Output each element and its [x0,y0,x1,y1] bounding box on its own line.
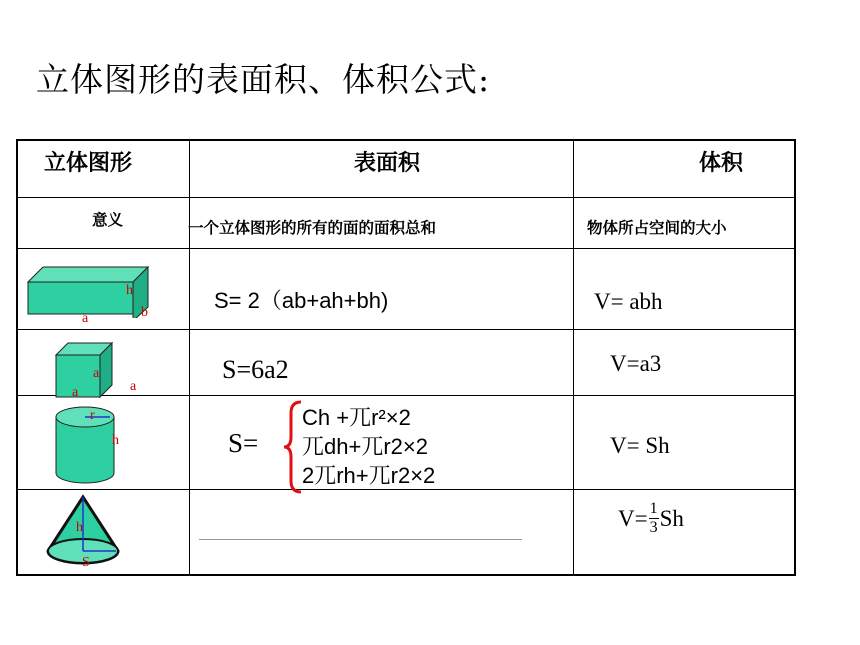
cone-label-h: h [76,520,83,535]
cylinder-icon [52,403,118,489]
cone-volume-prefix: V= [618,505,648,531]
cuboid-label-b: b [141,305,148,320]
cuboid-surface-formula: S= 2（ab+ah+bh) [214,288,389,313]
cube-surface-formula: S=6a2 [222,355,289,384]
formula-table [16,139,796,576]
cube-icon [52,341,116,399]
meaning-label: 意义 [92,211,124,229]
cube-label-a-front: a [93,366,100,381]
cylinder-surface-line-1: Ch +兀r²×2 [302,405,411,430]
cuboid-label-a: a [82,311,89,326]
page-title: 立体图形的表面积、体积公式: [36,60,491,99]
cone-volume-suffix: Sh [659,505,684,531]
cone-label-s: S [82,555,90,570]
cuboid-label-h: h [126,283,133,298]
header-volume: 体积 [699,151,744,176]
header-shape: 立体图形 [44,151,133,176]
cylinder-surface-formulas [302,403,435,490]
cone-volume-formula [618,501,684,536]
cylinder-surface-line-3: 2兀rh+兀r2×2 [302,463,436,488]
meaning-volume: 物体所占空间的大小 [587,219,727,237]
header-surface-area: 表面积 [354,151,421,176]
meaning-surface-area: 一个立体图形的所有的面的面积总和 [188,219,437,237]
cylinder-surface-line-2: 兀dh+兀r2×2 [302,434,428,459]
cube-label-a-left: a [72,385,79,400]
brace-icon [282,399,304,495]
cylinder-label-r: r [90,408,95,423]
cube-label-a-right: a [130,379,137,394]
cone-surface-blank [199,539,522,540]
cylinder-surface-prefix: S= [228,428,259,458]
cylinder-volume-formula: V= Sh [610,433,670,458]
cuboid-volume-formula: V= abh [594,289,663,314]
fraction-numerator: 1 [649,500,658,517]
fraction-denominator: 3 [649,519,658,536]
cube-volume-formula: V=a3 [610,351,662,376]
cuboid-icon [24,263,154,318]
cylinder-label-h: h [112,433,119,448]
cone-volume-fraction [649,501,659,536]
